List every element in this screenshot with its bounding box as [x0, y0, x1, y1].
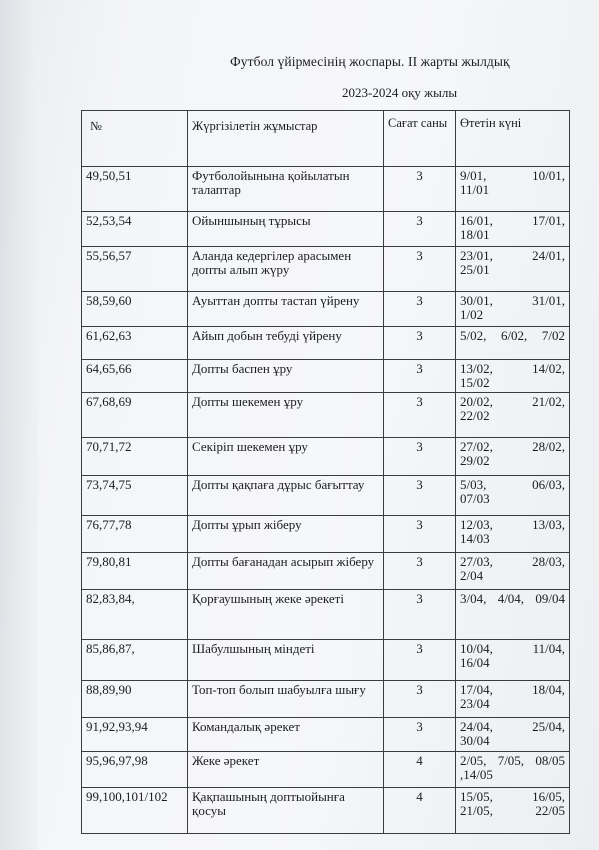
row-work-title: Топ-топ болып шабуылға шығу — [188, 681, 384, 718]
row-hours: 3 — [384, 360, 456, 393]
date-item: 09/04 — [535, 591, 565, 606]
table-row — [82, 393, 570, 438]
table-row — [82, 438, 570, 476]
date-item: 30/01, — [460, 293, 493, 308]
row-hours: 3 — [384, 516, 456, 553]
header-work: Жүргізілетін жұмыстар — [188, 111, 384, 167]
row-work-title: Шабулшының міндеті — [188, 640, 384, 681]
row-lesson-numbers: 64,65,66 — [82, 360, 188, 393]
date-item: 17/01, — [532, 213, 565, 228]
date-item: 20/02, — [460, 394, 493, 409]
row-dates — [456, 752, 570, 788]
date-item: 17/04, — [460, 682, 493, 697]
row-lesson-numbers: 91,92,93,94 — [82, 718, 188, 752]
table-row — [82, 212, 570, 247]
row-hours: 3 — [384, 438, 456, 476]
row-lesson-numbers: 61,62,63 — [82, 327, 188, 360]
row-work-title: Жеке әрекет — [188, 752, 384, 788]
row-lesson-numbers: 85,86,87, — [82, 640, 188, 681]
date-item: 18/01 — [460, 227, 490, 242]
date-item: 16/05, — [532, 789, 565, 804]
row-lesson-numbers: 49,50,51 — [82, 167, 188, 212]
date-item: 3/04, — [460, 591, 487, 606]
row-hours: 4 — [384, 788, 456, 834]
date-item: 15/05, — [460, 789, 493, 804]
row-lesson-numbers: 67,68,69 — [82, 393, 188, 438]
row-lesson-numbers: 88,89,90 — [82, 681, 188, 718]
date-item: 16/04 — [460, 655, 490, 670]
row-dates — [456, 553, 570, 590]
row-work-title: Ауыттан допты тастап үйрену — [188, 292, 384, 327]
date-item: 22/02 — [460, 408, 490, 423]
date-item: 16/01, — [460, 213, 493, 228]
row-work-title: Қақпашының доптыойынға қосуы — [188, 788, 384, 834]
date-item: 11/01 — [460, 182, 490, 197]
row-dates — [456, 681, 570, 718]
date-item: 7/05, — [497, 753, 525, 768]
row-dates — [456, 247, 570, 292]
date-item: 2/05, — [460, 753, 487, 768]
row-work-title: Допты шекемен ұру — [188, 393, 384, 438]
row-dates — [456, 516, 570, 553]
table-row — [82, 476, 570, 516]
table-row — [82, 516, 570, 553]
table-row — [82, 247, 570, 292]
date-item: 06/03, — [532, 477, 565, 492]
date-item: 25/04, — [532, 719, 565, 734]
date-item: 30/04 — [460, 733, 490, 748]
date-item: 24/01, — [532, 248, 565, 263]
paper-edge-shadow — [0, 0, 38, 850]
row-hours: 3 — [384, 167, 456, 212]
date-item: 23/04 — [460, 696, 490, 711]
row-hours: 4 — [384, 752, 456, 788]
date-item: 28/02, — [532, 439, 565, 454]
table-header-row — [82, 111, 570, 167]
date-item: 1/02 — [460, 307, 484, 322]
date-item: 10/04, — [460, 641, 493, 656]
row-dates — [456, 476, 570, 516]
row-lesson-numbers: 95,96,97,98 — [82, 752, 188, 788]
table-row — [82, 167, 570, 212]
row-lesson-numbers: 70,71,72 — [82, 438, 188, 476]
date-item: 21/05, — [460, 803, 493, 818]
row-lesson-numbers: 58,59,60 — [82, 292, 188, 327]
row-lesson-numbers: 82,83,84, — [82, 590, 188, 640]
row-dates — [456, 393, 570, 438]
row-work-title: Аланда кедергілер арасымен допты алып жүру — [188, 247, 384, 292]
date-item: 2/04 — [460, 568, 484, 583]
date-item: 27/02, — [460, 439, 493, 454]
row-work-title: Ойыншының тұрысы — [188, 212, 384, 247]
row-lesson-numbers: 55,56,57 — [82, 247, 188, 292]
date-item: 23/01, — [460, 248, 493, 263]
row-dates — [456, 788, 570, 834]
row-hours: 3 — [384, 247, 456, 292]
row-work-title: Допты баспен ұру — [188, 360, 384, 393]
date-item: 21/02, — [532, 394, 565, 409]
date-item: 14/02, — [532, 361, 565, 376]
row-hours: 3 — [384, 327, 456, 360]
date-item: 14/03 — [460, 531, 490, 546]
table-row — [82, 681, 570, 718]
row-lesson-numbers: 52,53,54 — [82, 212, 188, 247]
plan-table — [81, 110, 570, 834]
date-item: 12/03, — [460, 517, 493, 532]
date-item: 22/05 — [535, 803, 565, 818]
row-work-title: Айып добын тебуді үйрену — [188, 327, 384, 360]
date-item: 27/03, — [460, 554, 493, 569]
date-item: 24/04, — [460, 719, 493, 734]
date-item: 7/02 — [541, 328, 565, 343]
row-dates — [456, 640, 570, 681]
date-item: 15/02 — [460, 375, 490, 390]
document-title: Футбол үйірмесінің жоспары. II жарты жылдық — [230, 54, 510, 69]
row-hours: 3 — [384, 393, 456, 438]
row-dates — [456, 327, 570, 360]
date-item: 13/03, — [532, 517, 565, 532]
row-dates — [456, 167, 570, 212]
date-item: 18/04, — [532, 682, 565, 697]
row-hours: 3 — [384, 718, 456, 752]
table-row — [82, 590, 570, 640]
row-work-title: Футболойынына қойылатын талаптар — [188, 167, 384, 212]
row-hours: 3 — [384, 640, 456, 681]
table-row — [82, 292, 570, 327]
row-dates — [456, 292, 570, 327]
document-subtitle: 2023-2024 оқу жылы — [342, 85, 458, 100]
row-dates — [456, 360, 570, 393]
row-work-title: Қорғаушының жеке әрекеті — [188, 590, 384, 640]
date-item: 08/05 — [535, 753, 565, 768]
date-item: 28/03, — [532, 554, 565, 569]
date-item: ,14/05 — [460, 767, 493, 782]
date-item: 07/03 — [460, 491, 490, 506]
row-work-title: Допты қақпаға дұрыс бағыттау — [188, 476, 384, 516]
table-row — [82, 788, 570, 834]
date-item: 13/02, — [460, 361, 493, 376]
date-item: 5/03, — [460, 477, 487, 492]
table-row — [82, 553, 570, 590]
row-dates — [456, 212, 570, 247]
date-item: 29/02 — [460, 453, 490, 468]
table-row — [82, 752, 570, 788]
row-lesson-numbers: 99,100,101/102 — [82, 788, 188, 834]
header-num: № — [82, 111, 188, 167]
row-lesson-numbers: 73,74,75 — [82, 476, 188, 516]
row-hours: 3 — [384, 292, 456, 327]
row-work-title: Секіріп шекемен ұру — [188, 438, 384, 476]
row-work-title: Командалық әрекет — [188, 718, 384, 752]
row-dates — [456, 718, 570, 752]
header-hours: Сағат саны — [384, 111, 456, 167]
row-hours: 3 — [384, 476, 456, 516]
row-dates — [456, 590, 570, 640]
row-hours: 3 — [384, 681, 456, 718]
date-item: 11/04, — [532, 641, 565, 656]
date-item: 6/02, — [500, 328, 528, 343]
date-item: 4/04, — [497, 591, 525, 606]
date-item: 5/02, — [460, 328, 487, 343]
row-lesson-numbers: 79,80,81 — [82, 553, 188, 590]
row-hours: 3 — [384, 590, 456, 640]
header-date: Өтетін күні — [456, 111, 570, 167]
date-item: 10/01, — [532, 168, 565, 183]
table-row — [82, 718, 570, 752]
row-hours: 3 — [384, 553, 456, 590]
table-row — [82, 360, 570, 393]
table-row — [82, 327, 570, 360]
date-item: 31/01, — [532, 293, 565, 308]
row-work-title: Допты ұрып жіберу — [188, 516, 384, 553]
row-dates — [456, 438, 570, 476]
row-work-title: Допты бағанадан асырып жіберу — [188, 553, 384, 590]
row-hours: 3 — [384, 212, 456, 247]
row-lesson-numbers: 76,77,78 — [82, 516, 188, 553]
date-item: 25/01 — [460, 262, 490, 277]
date-item: 9/01, — [460, 168, 487, 183]
table-row — [82, 640, 570, 681]
